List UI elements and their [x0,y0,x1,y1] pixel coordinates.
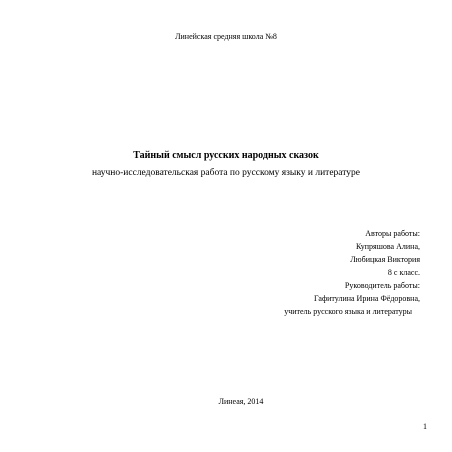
authors-label: Авторы работы: [365,229,420,238]
author-name: Любицкая Виктория [350,255,420,264]
supervisor-name: Гафитулина Ирина Фёдоровна, [313,294,420,303]
city-year: Линеая, 2014 [218,397,264,406]
author-name: Купряшова Алина, [356,242,420,251]
grade-label: 8 с класс. [387,268,420,277]
school-name: Линейская средняя школа №8 [175,32,277,41]
document-title: Тайный смысл русских народных сказок [133,150,319,161]
document-subtitle: научно-исследовательская работа по русскому языку и литературе [91,168,361,178]
authors-block [160,227,420,318]
page-number: 1 [423,422,427,431]
supervisor-role: учитель русского языка и литературы [284,307,412,316]
supervisor-label: Руководитель работы: [344,281,420,290]
